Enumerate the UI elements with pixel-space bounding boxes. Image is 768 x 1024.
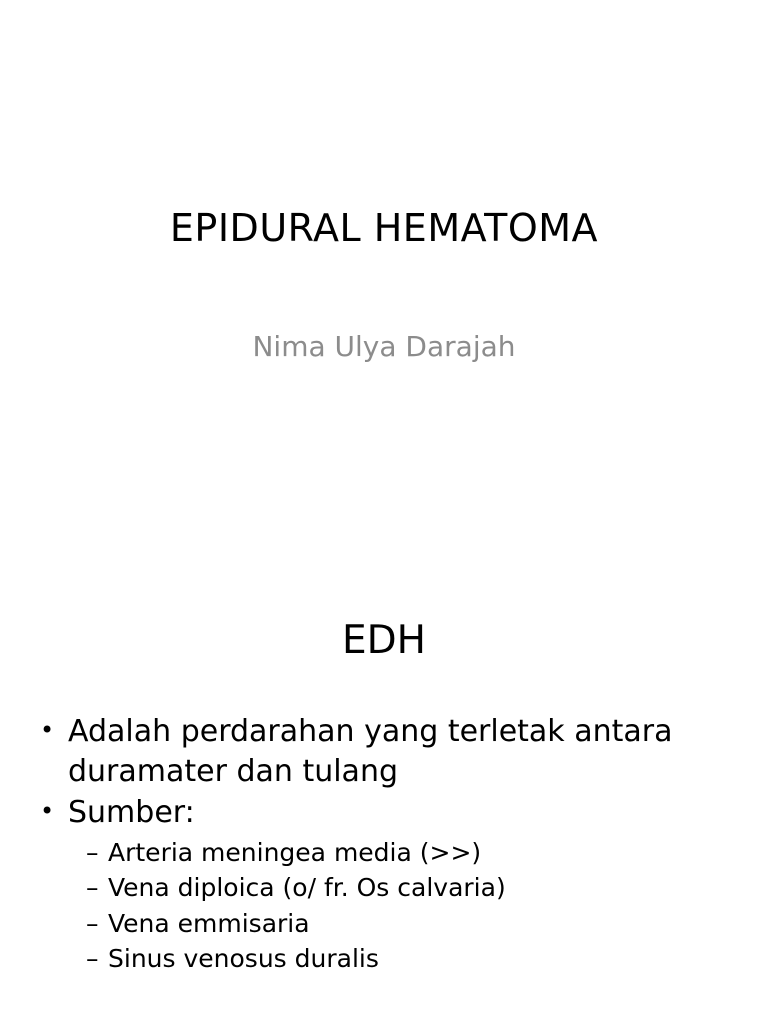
list-item [40, 793, 740, 833]
dash-marker-icon: – [86, 837, 99, 867]
page-title: EPIDURAL HEMATOMA [169, 206, 599, 250]
list-item [86, 835, 740, 871]
list-item-label: Arteria meningea media (>>) [108, 837, 482, 867]
dash-marker-icon: – [86, 944, 99, 974]
list-item-label: Vena diploica (o/ fr. Os calvaria) [108, 873, 506, 903]
list-item [86, 906, 740, 942]
bullet-marker-icon: • [40, 716, 55, 744]
dash-marker-icon: – [86, 873, 99, 903]
list-item [40, 712, 740, 791]
list-item-label: Sumber: [68, 795, 195, 831]
list-item [86, 870, 740, 906]
list-item-label: Sinus venosus duralis [108, 944, 379, 974]
title-slide [0, 208, 768, 250]
bullet-marker-icon: • [40, 797, 55, 826]
section-title: EDH [342, 618, 426, 663]
dash-marker-icon: – [86, 908, 99, 938]
list-item [86, 941, 740, 977]
bullet-list [40, 712, 740, 977]
list-item-label: Vena emmisaria [108, 908, 310, 938]
list-item-label: Adalah perdarahan yang terletak antara duramater dan tulang [68, 714, 673, 789]
author-subtitle: Nima Ulya Darajah [252, 330, 516, 363]
